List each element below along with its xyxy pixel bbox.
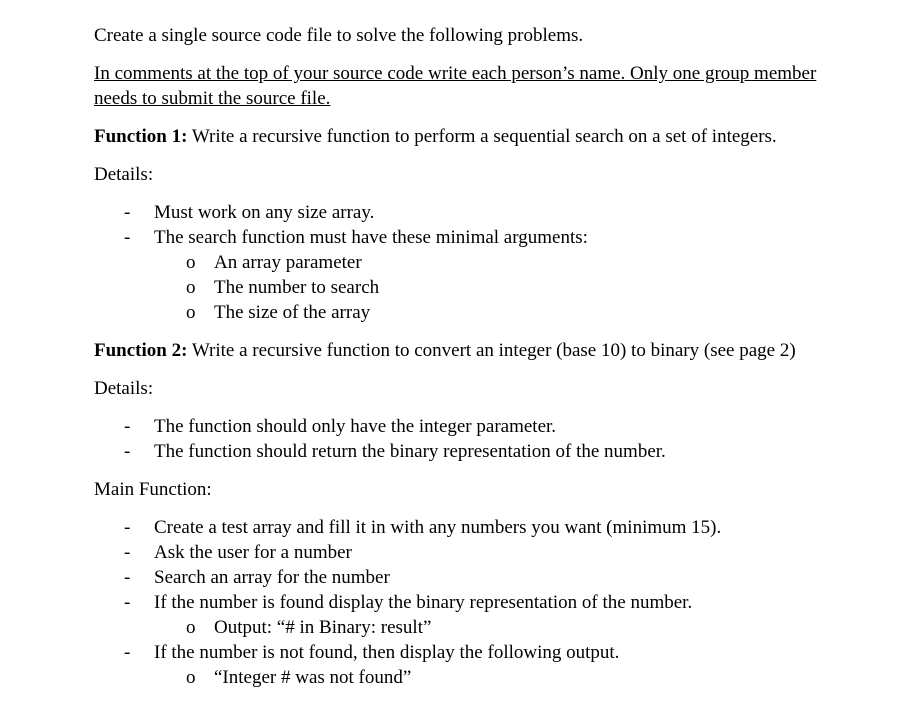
list-item	[94, 225, 588, 250]
list-item-text: The search function must have these minimal arguments:	[154, 227, 588, 248]
main-function-list	[94, 515, 721, 690]
dash-bullet: -	[124, 567, 131, 588]
main-function-label: Main Function:	[94, 479, 212, 500]
sub-list-item-text: The size of the array	[214, 302, 371, 323]
sub-list-item-text: An array parameter	[214, 252, 362, 273]
list-item-text: Ask the user for a number	[154, 542, 352, 563]
dash-bullet: -	[124, 542, 131, 563]
list-item-text: The function should only have the integer parameter.	[154, 416, 557, 437]
list-item-text: Must work on any size array.	[154, 202, 375, 223]
dash-bullet: -	[124, 642, 131, 663]
circle-bullet: o	[186, 617, 196, 638]
list-item	[94, 515, 721, 540]
list-item	[94, 414, 666, 439]
list-item-text: If the number is not found, then display the following output.	[154, 642, 620, 663]
list-item-text: If the number is found display the binary representation of the number.	[154, 592, 693, 613]
sub-list-item-text: “Integer # was not found”	[214, 667, 412, 688]
list-item-text: Search an array for the number	[154, 567, 390, 588]
circle-bullet: o	[186, 252, 196, 273]
function1-label: Function 1:	[94, 126, 188, 147]
list-item	[94, 640, 721, 665]
sub-list-item	[94, 665, 721, 690]
list-item-text: Create a test array and fill it in with any numbers you want (minimum 15).	[154, 517, 722, 538]
dash-bullet: -	[124, 592, 131, 613]
instruction-text: In comments at the top of your source code write each person’s name. Only one group member needs to submit the source file.	[94, 63, 817, 109]
circle-bullet: o	[186, 667, 196, 688]
function1-details-list	[94, 200, 588, 325]
function2-details-list	[94, 414, 666, 464]
intro-text: Create a single source code file to solve the following problems.	[94, 25, 584, 46]
dash-bullet: -	[124, 227, 131, 248]
function2-heading	[94, 338, 796, 363]
dash-bullet: -	[124, 202, 131, 223]
circle-bullet: o	[186, 277, 196, 298]
function1-description: Write a recursive function to perform a sequential search on a set of integers.	[187, 126, 777, 147]
sub-list-item	[94, 300, 588, 325]
sub-list-item-text: Output: “# in Binary: result”	[214, 617, 432, 638]
function2-details-label: Details:	[94, 378, 154, 399]
dash-bullet: -	[124, 416, 131, 437]
function2-description: Write a recursive function to convert an integer (base 10) to binary (see page 2)	[187, 340, 796, 361]
list-item	[94, 565, 721, 590]
sub-list-item	[94, 275, 588, 300]
list-item	[94, 439, 666, 464]
list-item	[94, 200, 588, 225]
sub-list-item	[94, 615, 721, 640]
function1-heading	[94, 124, 777, 149]
dash-bullet: -	[124, 441, 131, 462]
circle-bullet: o	[186, 302, 196, 323]
sub-list-item-text: The number to search	[214, 277, 380, 298]
list-item-text: The function should return the binary representation of the number.	[154, 441, 666, 462]
function2-label: Function 2:	[94, 340, 188, 361]
sub-list-item	[94, 250, 588, 275]
function1-details-label: Details:	[94, 164, 154, 185]
dash-bullet: -	[124, 517, 131, 538]
list-item	[94, 540, 721, 565]
list-item	[94, 590, 721, 615]
